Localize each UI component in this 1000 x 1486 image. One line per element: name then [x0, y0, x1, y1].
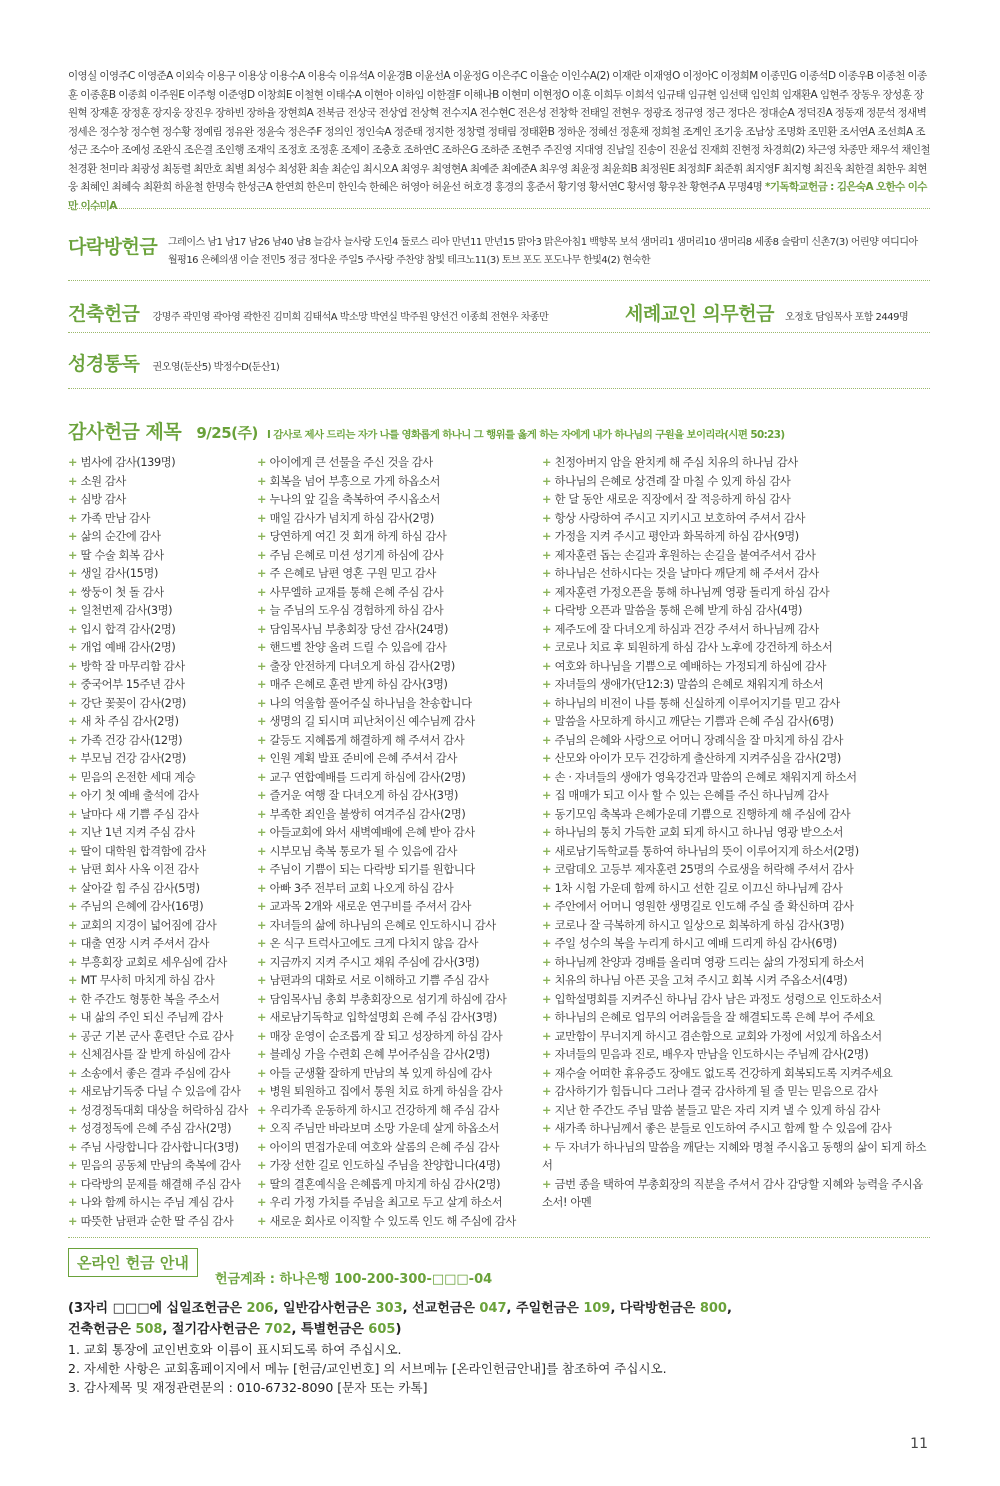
- thanks-item: + 성경정독대회 대상을 허락하심 감사: [68, 1102, 258, 1121]
- codes-text: , 절기감사헌금은: [162, 1322, 265, 1337]
- thanks-item: + 가정을 지켜 주시고 평안과 화목하게 하심 감사(9명): [542, 528, 932, 547]
- thanks-item: + 제자훈련 가정오픈을 통해 하나님께 영광 돌리게 하심 감사: [542, 584, 932, 603]
- thanks-item: + 부모님 건강 감사(2명): [68, 750, 258, 769]
- thanks-item: + 하나님께 찬양과 경배를 올리며 영광 드리는 삶의 가정되게 하소서: [542, 954, 932, 973]
- darak-code: 800: [699, 1301, 727, 1316]
- thanks-item: + 코로나 치료 후 퇴원하게 하심 감사 노후에 강건하게 하소서: [542, 639, 932, 658]
- thanks-item: + 오직 주님만 바라보며 소망 가운데 살게 하옵소서: [257, 1120, 547, 1139]
- thanks-item: + 딸 수술 회복 감사: [68, 547, 258, 566]
- note-3: 3. 감사제목 및 재정관련문의 : 010-6732-8090 [문자 또는 카톡]: [68, 1380, 428, 1395]
- thanks-item: + 한 주간도 형통한 복을 주소서: [68, 991, 258, 1010]
- thanks-item: + 심방 감사: [68, 491, 258, 510]
- thanks-item: + 나와 함께 하시는 주님 계심 감사: [68, 1194, 258, 1213]
- thanks-item: + 새로남기독학교 입학설명회 은혜 주심 감사(3명): [257, 1009, 547, 1028]
- bible-text: 권오영(둔산5) 박정수D(둔산1): [152, 362, 280, 373]
- thanks-item: + 늘 주님의 도우심 경험하게 하심 감사: [257, 602, 547, 621]
- tithe-code: 206: [246, 1301, 274, 1316]
- thanks-item: + 항상 사랑하여 주시고 지키시고 보호하여 주셔서 감사: [542, 510, 932, 529]
- thanks-item: + 우리가족 운동하게 하시고 건강하게 해 주심 감사: [257, 1102, 547, 1121]
- thanks-title: 감사헌금 제목: [68, 421, 182, 443]
- thanks-item: + 친정아버지 암을 완치케 해 주심 치유의 하나님 감사: [542, 454, 932, 473]
- thanks-item: + 쌍둥이 첫 돌 감사: [68, 584, 258, 603]
- thanks-item: + 주일 성수의 복을 누리게 하시고 예배 드리게 하심 감사(6명): [542, 935, 932, 954]
- divider: [68, 280, 930, 281]
- thanks-item: + 입시 합격 감사(2명): [68, 621, 258, 640]
- thanks-item: + 회복을 넘어 부흥으로 가게 하옵소서: [257, 473, 547, 492]
- thanks-item: + 감사하기가 힘듭니다 그러나 결국 감사하게 될 줄 믿는 믿음으로 감사: [542, 1083, 932, 1102]
- thanks-item: + 하나님의 비전이 나를 통해 신실하게 이루어지기를 믿고 감사: [542, 695, 932, 714]
- thanks-item: + 누나의 앞 길을 축복하여 주시옵소서: [257, 491, 547, 510]
- thanks-item: + 아빠 3주 전부터 교회 나오게 하심 감사: [257, 880, 547, 899]
- building-title: 건축헌금: [68, 303, 140, 325]
- thanks-column-1: [68, 454, 258, 1231]
- thanks-item: + 부족한 죄인을 불쌍히 여겨주심 감사(2명): [257, 806, 547, 825]
- page-number: 11: [910, 1436, 928, 1452]
- divider: [68, 332, 930, 333]
- thanks-item: + 제자훈련 돕는 손길과 후원하는 손길을 붙여주셔서 감사: [542, 547, 932, 566]
- offering-codes: [68, 1298, 930, 1340]
- baptized-title: 세례교인 의무헌금: [625, 303, 774, 325]
- thanks-item: + 하나님의 은혜로 업무의 어려움들을 잘 해결되도록 은혜 부어 주세요: [542, 1009, 932, 1028]
- thanks-item: + 하나님의 통치 가득한 교회 되게 하시고 하나님 영광 받으소서: [542, 824, 932, 843]
- thanks-item: + 입학설명회를 지켜주신 하나님 감사 남은 과정도 성령으로 인도하소서: [542, 991, 932, 1010]
- thanks-item: + 산모와 아이가 모두 건강하게 출산하게 지켜주심을 감사(2명): [542, 750, 932, 769]
- thanks-item: + 주 은혜로 남편 영혼 구원 믿고 감사: [257, 565, 547, 584]
- donor-names: [68, 67, 930, 215]
- thanks-item: + 담임목사님 부총회장 당선 감사(24명): [257, 621, 547, 640]
- codes-text: , 다락방헌금은: [610, 1301, 700, 1316]
- thanks-item: + 병원 퇴원하고 집에서 통원 치료 하게 하심을 감사: [257, 1083, 547, 1102]
- thanks-item: + 담임목사님 총회 부총회장으로 섬기게 하심에 감사: [257, 991, 547, 1010]
- thanks-item: + 매장 운영이 순조롭게 잘 되고 성장하게 하심 감사: [257, 1028, 547, 1047]
- thanks-item: + 집 매매가 되고 이사 할 수 있는 은혜를 주신 하나님께 감사: [542, 787, 932, 806]
- thanks-item: + 주님의 은혜와 사랑으로 어머니 장례식을 잘 마치게 하심 감사: [542, 732, 932, 751]
- sunday-code: 109: [583, 1301, 611, 1316]
- codes-text: , 일반감사헌금은: [273, 1301, 376, 1316]
- thanks-item: + 대출 연장 시켜 주셔서 감사: [68, 935, 258, 954]
- codes-text: , 특별헌금은: [291, 1322, 369, 1337]
- thanks-item: + 자녀들의 믿음과 진로, 배우자 만남을 인도하시는 주님께 감사(2명): [542, 1046, 932, 1065]
- thanks-item: + 신체검사를 잘 받게 하심에 감사: [68, 1046, 258, 1065]
- thanks-date: 9/25(주): [196, 424, 258, 442]
- thanks-item: + 믿음의 온전한 세대 계승: [68, 769, 258, 788]
- thanks-item: + 교과목 2개와 새로운 연구비를 주셔서 감사: [257, 898, 547, 917]
- divider: [68, 208, 930, 209]
- thanks-item: + 말씀을 사모하게 하시고 깨닫는 기쁨과 은혜 주심 감사(6명): [542, 713, 932, 732]
- thanks-item: + 믿음의 공동체 만남의 축복에 감사: [68, 1157, 258, 1176]
- thanks-item: + 내 삶의 주인 되신 주님께 감사: [68, 1009, 258, 1028]
- thanks-item: + 성경정독에 은혜 주심 감사(2명): [68, 1120, 258, 1139]
- christian-school-offering-note: *기독학교헌금 : 김은숙A 오한수 이수만 이수미A: [68, 181, 927, 212]
- thanks-item: + 지금까지 지켜 주시고 채워 주심에 감사(3명): [257, 954, 547, 973]
- thanks-item: + 부흥회장 교회로 세우심에 감사: [68, 954, 258, 973]
- thanks-item: + 가족 만남 감사: [68, 510, 258, 529]
- thanks-item: + 새 차 주심 감사(2명): [68, 713, 258, 732]
- thanks-item: + 가족 건강 감사(12명): [68, 732, 258, 751]
- thanks-item: + 갈등도 지혜롭게 해결하게 해 주셔서 감사: [257, 732, 547, 751]
- building-code: 508: [135, 1322, 163, 1337]
- thanks-item: + 남편 회사 사옥 이전 감사: [68, 861, 258, 880]
- codes-text: ): [395, 1322, 402, 1337]
- thanks-item: + 생일 감사(15명): [68, 565, 258, 584]
- donor-list: 이영실 이영주C 이영준A 이외숙 이용구 이용상 이용수A 이용숙 이유석A 이윤경B 이윤선A 이윤정G 이은주C 이율순 이인수A(2) 이재란 이재영O 이정아C 이정희M 이종민G 이종석D 이종우B 이종천 이종훈 이종훈B 이종희 이주원E 이주형 이준영D 이창희E 이철현 이태수A 이현아 이하임 이한결F 이해나B 이현미 이현정O 이훈 이희두 이희석 임규태 임규현 임선택 임인희 임재환A 임현주 장동우 장성훈 장원혁 장재훈 장정훈 장지웅 장진우 장하빈 장하율 장현희A 전북금 전상국 전상엽 전상혁 전수지A 전수현C 전은성 전창학 전태일 전현우 정광조 정규영 정근 정다은 정대순A 정덕진A 정동재 정문석 정새벽 정세은 정수창 정수현 정수황 정예림 정유완 정윤숙 정은주F 정의인 정인숙A 정준태 정지한 정창렬 정태림 정태환B 정하운 정혜선 정훈채 정희철 조계인 조기웅 조남상 조명화 조민환 조서연A 조선희A 조성근 조수아 조예성 조완식 조은결 조인행 조재익 조정호 조정훈 조제이 조충호 조하연C 조하은G 조하준 조현주 주진영 지대영 진남일 진송이 진윤섭 진재희 진현정 차경희(2) 차근영 차종만 채우석 채인철 천경환 천미라 최광성 최동렬 최만호 최별 최성수 최성환 최솔 최순임 최시오A 최영우 최영현A 최예준 최예준A 최우영 최윤정 최윤희B 최정원E 최정희F 최준휘 최지영F 최지형 최진욱 최한결 최한우 최현웅 최혜인 최혜숙 최환희 하윤철 한명숙 한성근A 한연희 한은미 한인숙 한혜은 허영아 허윤선 허호경 홍경의 홍준서 황기영 황서연C 황서영 황우찬 황현주A 무명4명: [68, 70, 930, 193]
- thanks-item: + 자녀들의 삶에 하나님의 은혜로 인도하시니 감사: [257, 917, 547, 936]
- thanks-item: + 두 자녀가 하나님의 말씀을 깨닫는 지혜와 명철 주시옵고 동행의 삶이 되게 하소서: [542, 1139, 932, 1176]
- thanks-item: + 지난 한 주간도 주님 말씀 붙들고 맡은 자리 지켜 낼 수 있게 하심 감사: [542, 1102, 932, 1121]
- thanks-item: + 당연하게 여긴 것 회개 하게 하심 감사: [257, 528, 547, 547]
- thanks-item: + 우리 가정 가치를 주님을 최고로 두고 살게 하소서: [257, 1194, 547, 1213]
- thanks-item: + 재수술 어떠한 휴유증도 장애도 없도록 건강하게 회복되도록 지켜주세요: [542, 1065, 932, 1084]
- thanks-item: + 아들교회에 와서 새벽예배에 은혜 받아 감사: [257, 824, 547, 843]
- thanks-item: + 딸의 결혼예식을 은혜롭게 마치게 하심 감사(2명): [257, 1176, 547, 1195]
- baptized-section: [625, 299, 908, 326]
- thanks-item: + 소원 감사: [68, 473, 258, 492]
- divider: [68, 388, 930, 389]
- thanks-item: + 교만함이 무너지게 하시고 겸손함으로 교회와 가정에 서있게 하옵소서: [542, 1028, 932, 1047]
- divider: [68, 1237, 930, 1238]
- thanks-item: + 코람데오 고등부 제자훈련 25명의 수료생을 허락해 주셔서 감사: [542, 861, 932, 880]
- thanks-item: + 방학 잘 마무리함 감사: [68, 658, 258, 677]
- thanks-item: + 매일 감사가 넘치게 하심 감사(2명): [257, 510, 547, 529]
- thanks-item: + 매주 은혜로 훈련 받게 하심 감사(3명): [257, 676, 547, 695]
- bible-title: 성경통독: [68, 353, 140, 375]
- thanks-item: + 온 식구 트럭사고에도 크게 다치지 않음 감사: [257, 935, 547, 954]
- thanks-item: + 아이에게 큰 선물을 주신 것을 감사: [257, 454, 547, 473]
- thanks-item: + 살아갈 힘 주심 감사(5명): [68, 880, 258, 899]
- thanks-item: + 일천번제 감사(3명): [68, 602, 258, 621]
- thanks-item: + 교회의 지경이 넓어짐에 감사: [68, 917, 258, 936]
- thanks-item: + 교구 연합예배를 드리게 하심에 감사(2명): [257, 769, 547, 788]
- thanks-item: + 개업 예배 감사(2명): [68, 639, 258, 658]
- thanks-item: + 핸드벨 찬양 올려 드릴 수 있음에 감사: [257, 639, 547, 658]
- note-2: 2. 자세한 사항은 교회홈페이지에서 메뉴 [헌금/교인번호] 의 서브메뉴 [온라인헌금안내]를 참조하여 주십시오.: [68, 1361, 667, 1376]
- thanks-item: + 가장 선한 길로 인도하실 주님을 찬양합니다(4명): [257, 1157, 547, 1176]
- thanks-item: + 다락방 오픈과 말씀을 통해 은혜 받게 하심 감사(4명): [542, 602, 932, 621]
- thanks-header: [68, 417, 938, 444]
- thanks-item: + 주님의 은혜에 감사(16명): [68, 898, 258, 917]
- baptized-text: 오정호 담임목사 포함 2449명: [785, 312, 909, 323]
- thanks-item: + 즐거운 여행 잘 다녀오게 하심 감사(3명): [257, 787, 547, 806]
- thanks-item: + 주님이 기쁨이 되는 다락방 되기를 원합니다: [257, 861, 547, 880]
- thanks-item: + 블레싱 가을 수련회 은혜 부어주심을 감사(2명): [257, 1046, 547, 1065]
- thanks-item: + 사무엘하 교재를 통해 은혜 주심 감사: [257, 584, 547, 603]
- thanks-column-3: [542, 454, 932, 1213]
- thanks-item: + 중국어부 15주년 감사: [68, 676, 258, 695]
- thanks-item: + MT 무사히 마치게 하심 감사: [68, 972, 258, 991]
- thanks-item: + 하나님의 은혜로 상견례 잘 마칠 수 있게 하심 감사: [542, 473, 932, 492]
- thanks-item: + 손 · 자녀들의 생애가 영육강건과 말씀의 은혜로 채워지게 하소서: [542, 769, 932, 788]
- mission-code: 047: [479, 1301, 507, 1316]
- thanks-item: + 아들 군생활 잘하게 만남의 복 있게 하심에 감사: [257, 1065, 547, 1084]
- thanks-item: + 주님 은혜로 미션 성기게 하심에 감사: [257, 547, 547, 566]
- thanks-column-2: [257, 454, 547, 1231]
- thanks-verse: I 감사로 제사 드리는 자가 나를 영화롭게 하나니 그 행위를 옳게 하는 자에게 내가 하나님의 구원을 보이리라(시편 50:23): [266, 429, 785, 441]
- codes-text: 건축헌금은: [68, 1322, 136, 1337]
- codes-text: (3자리 □□□에 십일조헌금은: [68, 1301, 247, 1316]
- darakbang-text: 그레이스 남1 남17 남26 남40 남8 늘감사 늘사랑 도인4 둘로스 리아 만년11 만년15 맑아3 맑은아침1 백향목 보석 샘머리1 샘머리10 샘머리8 세종8 술람미 신촌7(3) 어린양 여디디아 월평16 은혜의샘 이슬 전민5 정금 정다운 주일5 주사랑 주찬양 참빛 테크노11(3) 토브 포도 포도나무 한빛4(2) 현숙한: [168, 237, 918, 266]
- thanks-item: + 나의 억울함 풀어주실 하나님을 찬송합니다: [257, 695, 547, 714]
- codes-text: ,: [726, 1301, 732, 1316]
- thanks-item: + 새로남기독중 다닐 수 있음에 감사: [68, 1083, 258, 1102]
- thanks-item: + 코로나 잘 극복하게 하시고 일상으로 회복하게 하심 감사(3명): [542, 917, 932, 936]
- codes-text: , 주일헌금은: [506, 1301, 584, 1316]
- thanks-item: + 강단 꽃꽂이 감사(2명): [68, 695, 258, 714]
- thanks-item: + 제주도에 잘 다녀오게 하심과 건강 주셔서 하나님께 감사: [542, 621, 932, 640]
- thanks-item: + 범사에 감사(139명): [68, 454, 258, 473]
- thanks-item: + 하나님은 선하시다는 것을 날마다 깨닫게 해 주셔서 감사: [542, 565, 932, 584]
- online-offering-title: 온라인 헌금 안내: [68, 1248, 198, 1277]
- thanks-item: + 다락방의 문제를 해결해 주심 감사: [68, 1176, 258, 1195]
- thanks-item: + 인원 계획 발표 준비에 은혜 주셔서 감사: [257, 750, 547, 769]
- season-code: 702: [264, 1322, 292, 1337]
- thanks-item: + 한 달 동안 새로운 직장에서 잘 적응하게 하심 감사: [542, 491, 932, 510]
- thanks-item: + 동기모임 축복과 은혜가운데 기쁨으로 진행하게 해 주심에 감사: [542, 806, 932, 825]
- thanks-item: + 주안에서 어머니 영원한 생명길로 인도해 주실 줄 확신하며 감사: [542, 898, 932, 917]
- special-code: 605: [368, 1322, 396, 1337]
- thanks-code: 303: [375, 1301, 403, 1316]
- building-text: 강명주 곽민영 곽아영 곽한진 김미희 김태석A 박소망 박연실 박주원 양선건 이종희 전현우 차종만: [152, 312, 549, 323]
- thanks-item: + 주님 사랑합니다 감사합니다(3명): [68, 1139, 258, 1158]
- thanks-item: + 공군 기본 군사 훈련단 수료 감사: [68, 1028, 258, 1047]
- thanks-item: + 금번 종을 택하여 부총회장의 직분을 주셔서 감사 감당할 지혜와 능력을 주시옵소서! 아멘: [542, 1176, 932, 1213]
- thanks-item: + 남편과의 대화로 서로 이해하고 기쁨 주심 감사: [257, 972, 547, 991]
- thanks-item: + 삶의 순간에 감사: [68, 528, 258, 547]
- offering-account: 헌금계좌 : 하나은행 100-200-300-□□□-04: [215, 1272, 493, 1287]
- thanks-item: + 출장 안전하게 다녀오게 하심 감사(2명): [257, 658, 547, 677]
- darakbang-title: 다락방헌금: [68, 236, 158, 258]
- offering-codes-line-2: [68, 1319, 930, 1340]
- thanks-item: + 따뜻한 남편과 순한 딸 주심 감사: [68, 1213, 258, 1232]
- offering-codes-line-1: [68, 1298, 930, 1319]
- thanks-item: + 아기 첫 예배 출석에 감사: [68, 787, 258, 806]
- thanks-item: + 1차 시험 가운데 함께 하시고 선한 길로 이끄신 하나님께 감사: [542, 880, 932, 899]
- thanks-item: + 소송에서 좋은 결과 주심에 감사: [68, 1065, 258, 1084]
- thanks-item: + 새가족 하나님께서 좋은 분들로 인도하여 주시고 함께 할 수 있음에 감사: [542, 1120, 932, 1139]
- thanks-item: + 날마다 새 기쁨 주심 감사: [68, 806, 258, 825]
- thanks-item: + 새로남기독학교를 통하여 하나님의 뜻이 이루어지게 하소서(2명): [542, 843, 932, 862]
- thanks-item: + 지난 1년 지켜 주심 감사: [68, 824, 258, 843]
- codes-text: , 선교헌금은: [402, 1301, 480, 1316]
- thanks-item: + 딸이 대학원 합격함에 감사: [68, 843, 258, 862]
- thanks-item: + 생명의 길 되시며 피난처이신 예수님께 감사: [257, 713, 547, 732]
- thanks-item: + 아이의 면접가운데 여호와 살롬의 은혜 주심 감사: [257, 1139, 547, 1158]
- note-1: 1. 교회 통장에 교인번호와 이름이 표시되도록 하여 주십시오.: [68, 1342, 402, 1357]
- thanks-item: + 시부모님 축복 통로가 될 수 있음에 감사: [257, 843, 547, 862]
- thanks-item: + 치유의 하나님 아픈 곳을 고쳐 주시고 회복 시켜 주옵소서(4명): [542, 972, 932, 991]
- thanks-item: + 여호와 하나님을 기쁨으로 예배하는 가정되게 하심에 감사: [542, 658, 932, 677]
- bible-section: [68, 349, 279, 376]
- offering-notes: [68, 1340, 667, 1397]
- thanks-item: + 자녀들의 생애가(단12:3) 말씀의 은혜로 채워지게 하소서: [542, 676, 932, 695]
- thanks-item: + 새로운 회사로 이직할 수 있도록 인도 해 주심에 감사: [257, 1213, 547, 1232]
